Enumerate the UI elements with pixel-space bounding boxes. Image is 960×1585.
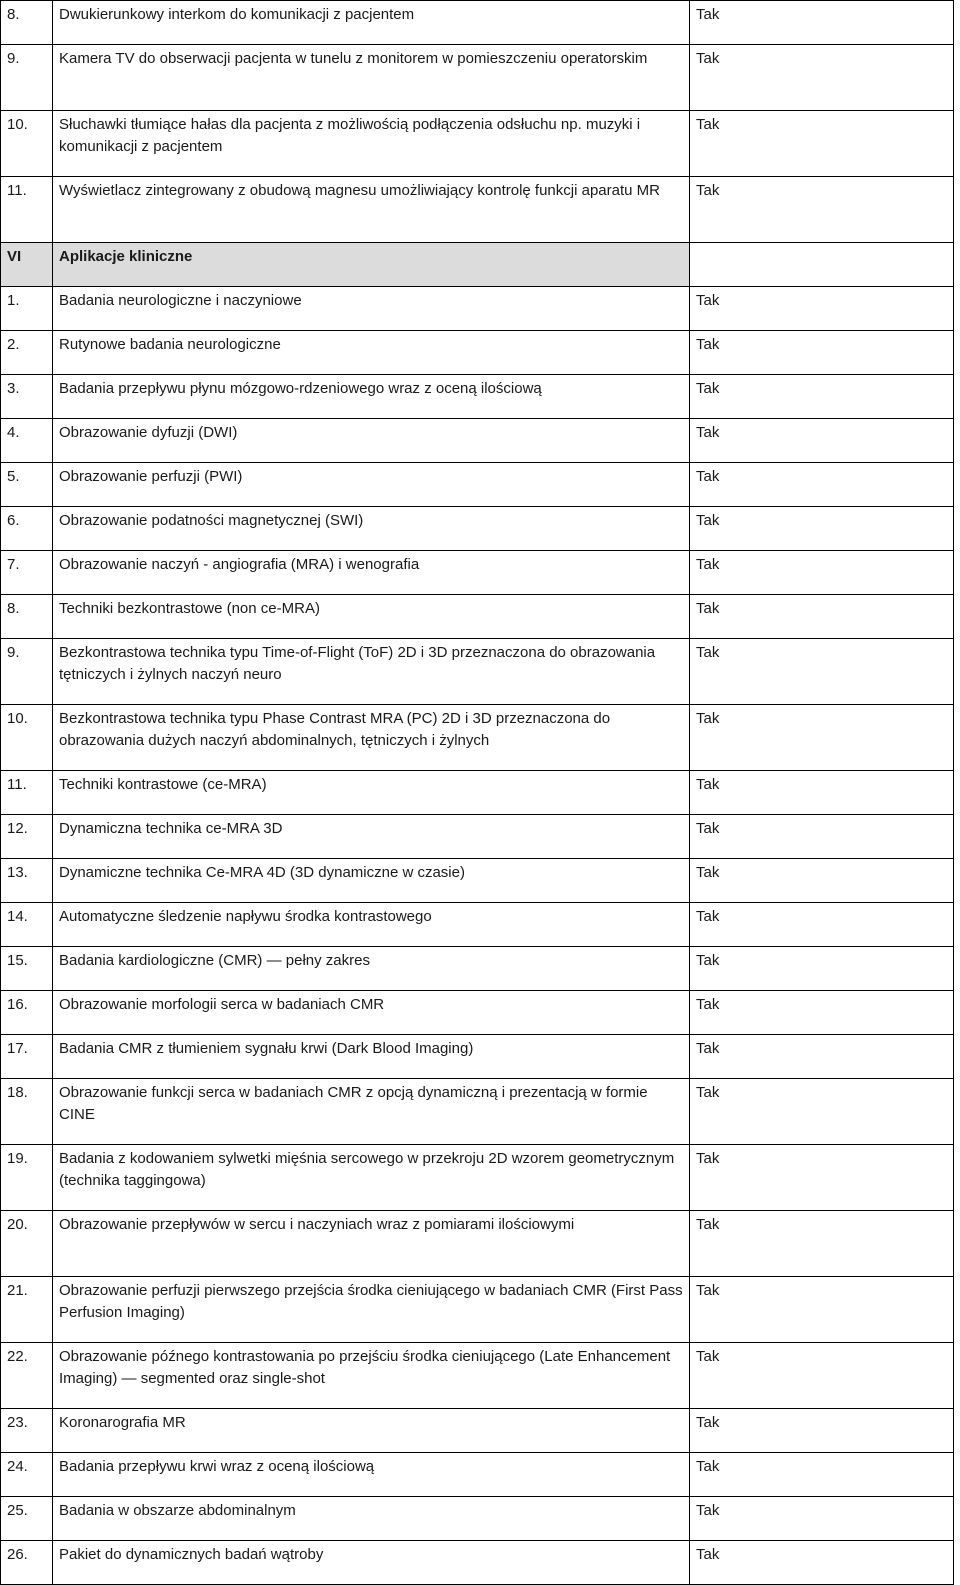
table-row — [1, 859, 954, 903]
table-row — [1, 1277, 954, 1343]
row-value: Tak — [690, 287, 954, 331]
row-value: Tak — [690, 419, 954, 463]
row-value: Tak — [690, 1035, 954, 1079]
row-description: Obrazowanie naczyń - angiografia (MRA) i wenografia — [53, 551, 690, 595]
row-value: Tak — [690, 859, 954, 903]
row-value: Tak — [690, 1079, 954, 1145]
table-row — [1, 1035, 954, 1079]
row-value: Tak — [690, 1497, 954, 1541]
table-row — [1, 287, 954, 331]
row-number: 19. — [1, 1145, 53, 1211]
row-description: Automatyczne śledzenie napływu środka kontrastowego — [53, 903, 690, 947]
row-value: Tak — [690, 639, 954, 705]
row-description: Obrazowanie późnego kontrastowania po przejściu środka cieniującego (Late Enhancement Imaging) — segmented oraz single-shot — [53, 1343, 690, 1409]
table-row — [1, 1541, 954, 1585]
row-description: Obrazowanie przepływów w sercu i naczyniach wraz z pomiarami ilościowymi — [53, 1211, 690, 1277]
row-description: Dynamiczne technika Ce-MRA 4D (3D dynamiczne w czasie) — [53, 859, 690, 903]
row-description: Badania przepływu płynu mózgowo-rdzeniowego wraz z oceną ilościową — [53, 375, 690, 419]
table-row — [1, 507, 954, 551]
row-number: 25. — [1, 1497, 53, 1541]
table-row — [1, 991, 954, 1035]
table-row — [1, 1145, 954, 1211]
row-value: Tak — [690, 1409, 954, 1453]
row-value: Tak — [690, 177, 954, 243]
table-row — [1, 419, 954, 463]
row-description: Techniki bezkontrastowe (non ce-MRA) — [53, 595, 690, 639]
row-description: Obrazowanie funkcji serca w badaniach CMR z opcją dynamiczną i prezentacją w formie CINE — [53, 1079, 690, 1145]
row-description: Bezkontrastowa technika typu Phase Contrast MRA (PC) 2D i 3D przeznaczona do obrazowania dużych naczyń abdominalnych, tętniczych i żylnych — [53, 705, 690, 771]
row-number: 10. — [1, 705, 53, 771]
row-number: 8. — [1, 1, 53, 45]
row-number: 10. — [1, 111, 53, 177]
table-row — [1, 705, 954, 771]
row-value: Tak — [690, 595, 954, 639]
row-number: 9. — [1, 45, 53, 111]
row-value: Tak — [690, 815, 954, 859]
row-number: 4. — [1, 419, 53, 463]
row-number: 23. — [1, 1409, 53, 1453]
row-value: Tak — [690, 991, 954, 1035]
row-number: 11. — [1, 177, 53, 243]
row-number: 7. — [1, 551, 53, 595]
row-number: 5. — [1, 463, 53, 507]
row-number: 2. — [1, 331, 53, 375]
row-description: Badania przepływu krwi wraz z oceną ilościową — [53, 1453, 690, 1497]
row-description: Obrazowanie morfologii serca w badaniach CMR — [53, 991, 690, 1035]
row-value: Tak — [690, 947, 954, 991]
row-number: 13. — [1, 859, 53, 903]
row-description: Badania CMR z tłumieniem sygnału krwi (Dark Blood Imaging) — [53, 1035, 690, 1079]
row-value: Tak — [690, 1, 954, 45]
section-header-row — [1, 243, 954, 287]
table-row — [1, 595, 954, 639]
table-row — [1, 1453, 954, 1497]
table-row — [1, 815, 954, 859]
row-value: Tak — [690, 1343, 954, 1409]
row-description: Dwukierunkowy interkom do komunikacji z pacjentem — [53, 1, 690, 45]
row-description: Pakiet do dynamicznych badań wątroby — [53, 1541, 690, 1585]
row-value: Tak — [690, 45, 954, 111]
row-description: Kamera TV do obserwacji pacjenta w tunelu z monitorem w pomieszczeniu operatorskim — [53, 45, 690, 111]
section-value-cell — [690, 243, 954, 287]
row-value: Tak — [690, 771, 954, 815]
table-row — [1, 375, 954, 419]
table-row — [1, 1079, 954, 1145]
table-row — [1, 551, 954, 595]
table-row — [1, 1, 954, 45]
row-description: Obrazowanie dyfuzji (DWI) — [53, 419, 690, 463]
table-row — [1, 331, 954, 375]
row-number: 26. — [1, 1541, 53, 1585]
row-number: 20. — [1, 1211, 53, 1277]
row-description: Dynamiczna technika ce-MRA 3D — [53, 815, 690, 859]
row-number: 9. — [1, 639, 53, 705]
table-row — [1, 947, 954, 991]
row-value: Tak — [690, 111, 954, 177]
row-number: 17. — [1, 1035, 53, 1079]
row-number: 16. — [1, 991, 53, 1035]
row-number: 11. — [1, 771, 53, 815]
row-description: Wyświetlacz zintegrowany z obudową magnesu umożliwiający kontrolę funkcji aparatu MR — [53, 177, 690, 243]
table-row — [1, 1343, 954, 1409]
table-row — [1, 177, 954, 243]
table-row — [1, 639, 954, 705]
section-number: VI — [1, 243, 53, 287]
table-row — [1, 111, 954, 177]
row-value: Tak — [690, 1145, 954, 1211]
table-row — [1, 463, 954, 507]
row-description: Obrazowanie perfuzji pierwszego przejścia środka cieniującego w badaniach CMR (First Pass Perfusion Imaging) — [53, 1277, 690, 1343]
row-description: Badania neurologiczne i naczyniowe — [53, 287, 690, 331]
row-value: Tak — [690, 375, 954, 419]
row-value: Tak — [690, 705, 954, 771]
row-value: Tak — [690, 903, 954, 947]
row-number: 22. — [1, 1343, 53, 1409]
row-description: Rutynowe badania neurologiczne — [53, 331, 690, 375]
row-value: Tak — [690, 1541, 954, 1585]
table-row — [1, 1497, 954, 1541]
row-value: Tak — [690, 551, 954, 595]
row-value: Tak — [690, 1277, 954, 1343]
row-number: 1. — [1, 287, 53, 331]
table-row — [1, 771, 954, 815]
row-description: Słuchawki tłumiące hałas dla pacjenta z możliwością podłączenia odsłuchu np. muzyki i komunikacji z pacjentem — [53, 111, 690, 177]
row-number: 8. — [1, 595, 53, 639]
row-description: Badania kardiologiczne (CMR) — pełny zakres — [53, 947, 690, 991]
row-number: 21. — [1, 1277, 53, 1343]
row-number: 12. — [1, 815, 53, 859]
row-description: Badania z kodowaniem sylwetki mięśnia sercowego w przekroju 2D wzorem geometrycznym (technika taggingowa) — [53, 1145, 690, 1211]
row-number: 6. — [1, 507, 53, 551]
row-description: Koronarografia MR — [53, 1409, 690, 1453]
row-value: Tak — [690, 331, 954, 375]
table-row — [1, 903, 954, 947]
row-value: Tak — [690, 1211, 954, 1277]
row-number: 3. — [1, 375, 53, 419]
row-description: Techniki kontrastowe (ce-MRA) — [53, 771, 690, 815]
row-value: Tak — [690, 463, 954, 507]
clinical-applications-rows — [1, 287, 954, 1585]
row-description: Badania w obszarze abdominalnym — [53, 1497, 690, 1541]
table-row — [1, 1409, 954, 1453]
table-row — [1, 1211, 954, 1277]
table-row — [1, 45, 954, 111]
row-number: 18. — [1, 1079, 53, 1145]
row-description: Bezkontrastowa technika typu Time-of-Flight (ToF) 2D i 3D przeznaczona do obrazowania tętniczych i żylnych naczyń neuro — [53, 639, 690, 705]
row-number: 15. — [1, 947, 53, 991]
row-value: Tak — [690, 507, 954, 551]
row-number: 14. — [1, 903, 53, 947]
row-description: Obrazowanie perfuzji (PWI) — [53, 463, 690, 507]
section-title: Aplikacje kliniczne — [53, 243, 690, 287]
row-description: Obrazowanie podatności magnetycznej (SWI) — [53, 507, 690, 551]
row-number: 24. — [1, 1453, 53, 1497]
row-value: Tak — [690, 1453, 954, 1497]
